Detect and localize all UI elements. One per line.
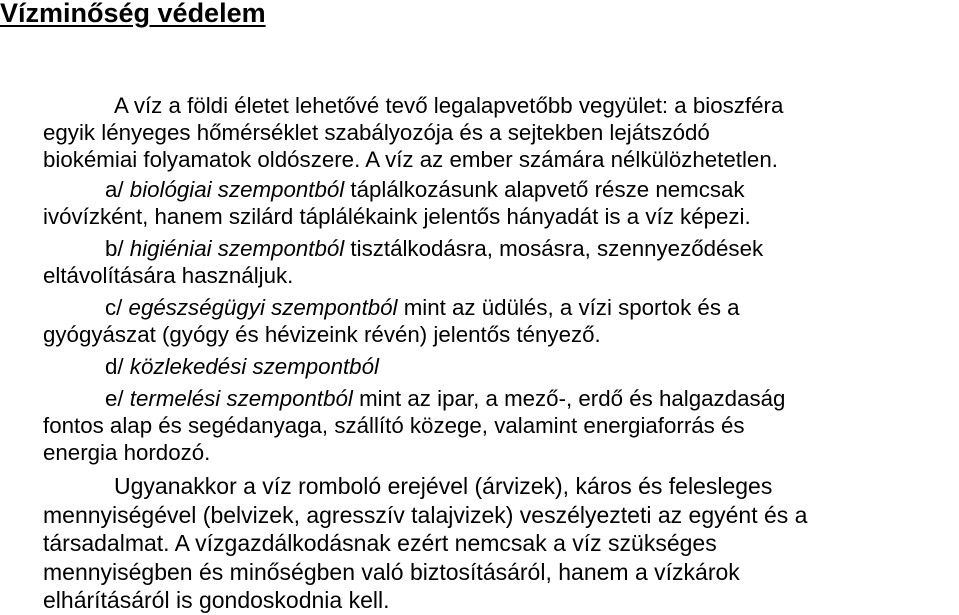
- item-transport: [43, 353, 958, 380]
- item-text-line: fontos alap és segédanyaga, szállító közege, valamint energiaforrás és: [43, 413, 745, 438]
- item-emphasis: biológiai szempontból: [129, 177, 345, 202]
- item-text-line: gyógyászat (gyógy és hévizeink révén) jelentős tényező.: [43, 322, 601, 347]
- item-label: b/: [105, 236, 130, 261]
- closing-line: társadalmat. A vízgazdálkodásnak ezért nemcsak a víz szükséges: [43, 530, 717, 556]
- item-emphasis: egészségügyi szempontból: [128, 295, 398, 320]
- item-text-line: energia hordozó.: [43, 440, 211, 465]
- item-text-line: eltávolítására használjuk.: [43, 263, 294, 288]
- closing-line: mennyiségben és minőségben való biztosításáról, hanem a vízkárok: [43, 558, 740, 585]
- item-first-line: [43, 294, 958, 321]
- intro-line: egyik lényeges hőmérséklet szabályozója és a sejtekben lejátszódó: [43, 120, 710, 145]
- item-label: c/: [105, 295, 129, 320]
- document-body: [43, 92, 958, 615]
- item-hygienic: [43, 235, 958, 289]
- item-emphasis: termelési szempontból: [129, 386, 353, 411]
- item-label: a/: [105, 177, 130, 202]
- intro-line: biokémiai folyamatok oldószere. A víz az ember számára nélkülözhetetlen.: [43, 147, 778, 172]
- item-first-line: [43, 385, 958, 412]
- item-text: mint az ipar, a mező-, erdő és halgazdaság: [352, 386, 786, 411]
- item-emphasis: közlekedési szempontból: [129, 354, 379, 379]
- item-text: mint az üdülés, a vízi sportok és a: [397, 295, 740, 320]
- item-production: [43, 385, 958, 466]
- closing-line: Ugyanakkor a víz romboló erejével (árvizek), káros és felesleges: [114, 473, 773, 499]
- item-text: táplálkozásunk alapvető része nemcsak: [344, 177, 745, 202]
- item-emphasis: higiéniai szempontból: [129, 236, 345, 261]
- item-biological: [43, 176, 958, 230]
- item-label: e/: [105, 386, 130, 411]
- item-health: [43, 294, 958, 348]
- item-first-line: [43, 176, 958, 203]
- intro-paragraph: [43, 92, 958, 173]
- item-text: tisztálkodásra, mosásra, szennyeződések: [344, 236, 764, 261]
- item-text-line: ivóvízként, hanem szilárd táplálékaink jelentős hányadát is a víz képezi.: [43, 204, 751, 229]
- closing-line: mennyiségével (belvizek, agresszív talajvizek) veszélyezteti az egyént és a: [43, 501, 808, 528]
- intro-line: A víz a földi életet lehetővé tevő legalapvetőbb vegyület: a bioszféra: [114, 93, 784, 118]
- item-label: d/: [105, 354, 130, 379]
- page-title: Vízminőség védelem: [0, 0, 266, 28]
- item-first-line: [43, 353, 958, 380]
- item-first-line: [43, 235, 958, 262]
- closing-line: elhárításáról is gondoskodnia kell.: [43, 587, 390, 613]
- closing-paragraph: [43, 472, 958, 615]
